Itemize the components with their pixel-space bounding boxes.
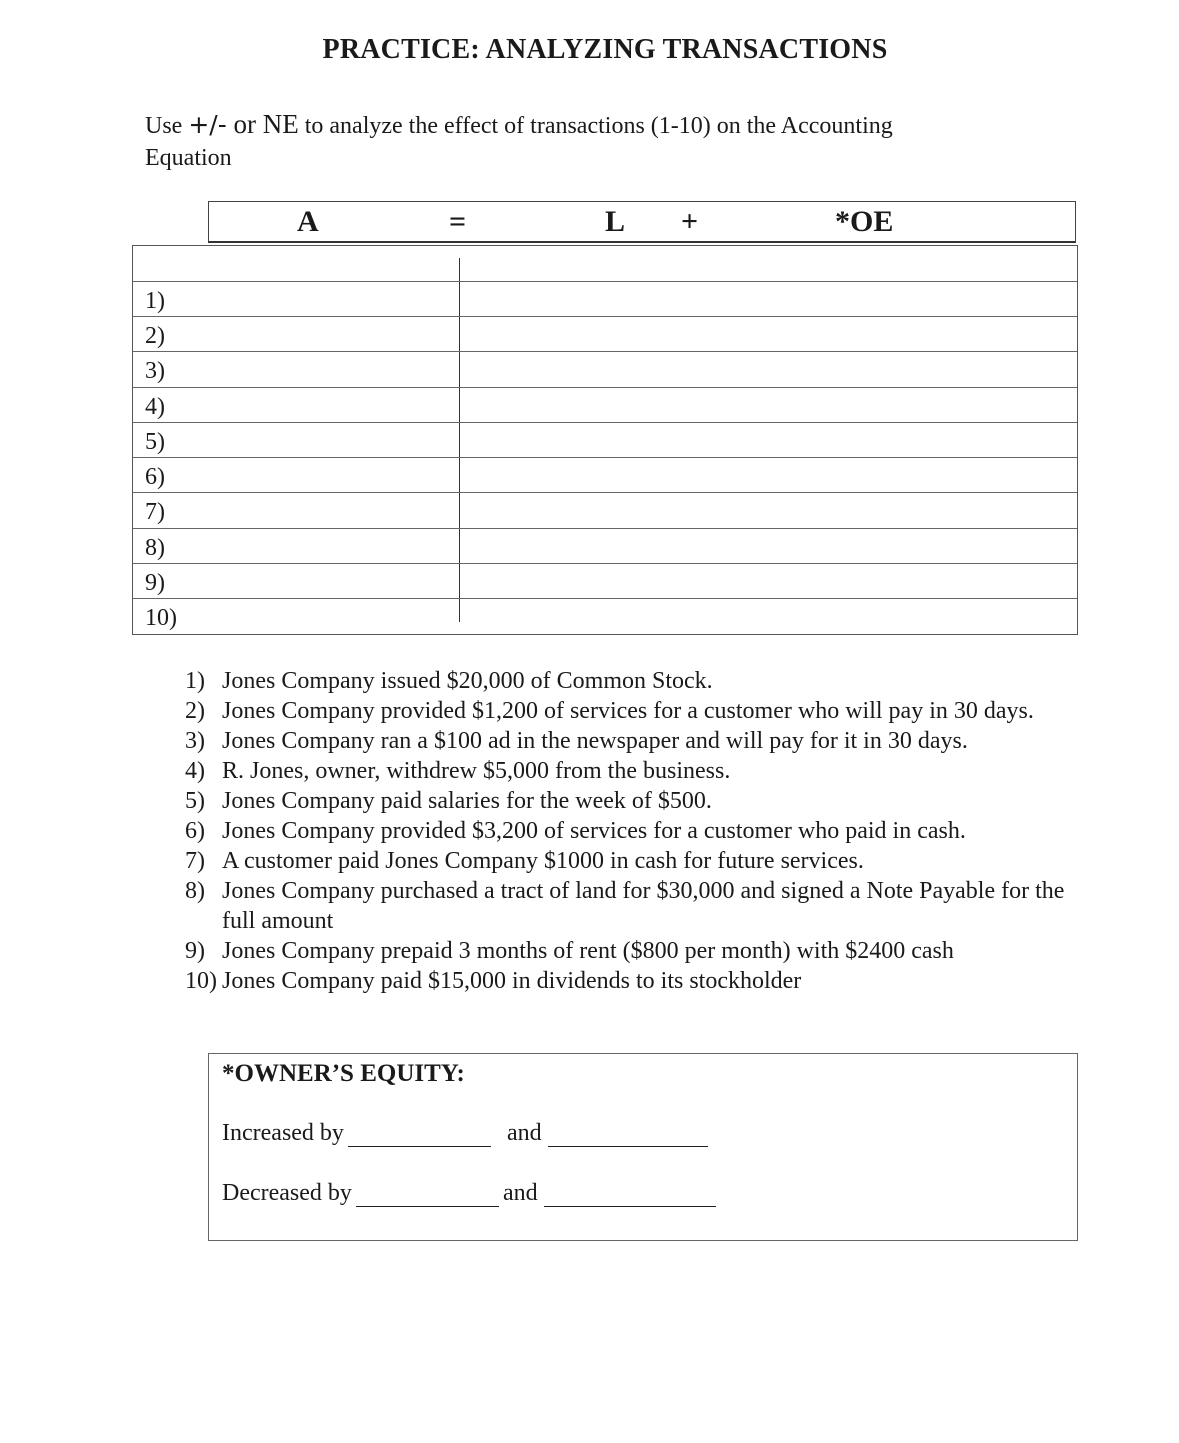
transaction-number: 6) — [185, 818, 205, 844]
transaction-text: Jones Company ran a $100 ad in the newspaper and will pay for it in 30 days. — [222, 728, 968, 754]
instructions-use: Use — [145, 113, 189, 139]
list-item — [185, 966, 1075, 996]
row-number: 7) — [145, 499, 165, 525]
list-item — [185, 666, 1075, 696]
grid-line — [133, 457, 1077, 458]
owners-equity-box — [208, 1053, 1078, 1241]
row-number: 4) — [145, 394, 165, 420]
grid-line — [133, 281, 1077, 282]
equals-header: = — [449, 205, 467, 238]
owners-equity-title: *OWNER’S EQUITY: — [222, 1060, 465, 1087]
grid-line — [133, 528, 1077, 529]
transaction-text: Jones Company issued $20,000 of Common Stock. — [222, 668, 713, 694]
increased-blank-2[interactable] — [548, 1124, 708, 1147]
increased-blank-1[interactable] — [348, 1124, 491, 1147]
increased-by-line — [222, 1120, 708, 1147]
transaction-text: Jones Company paid $15,000 in dividends to its stockholder — [222, 968, 802, 994]
list-item — [185, 726, 1075, 756]
row-number: 6) — [145, 464, 165, 490]
list-item — [185, 756, 1075, 786]
decreased-by-label: Decreased by — [222, 1180, 352, 1206]
page-title: PRACTICE: ANALYZING TRANSACTIONS — [322, 34, 888, 65]
instructions-line2: Equation — [145, 145, 232, 171]
grid-line — [133, 351, 1077, 352]
assets-header: A — [297, 205, 319, 238]
transaction-text: A customer paid Jones Company $1000 in cash for future services. — [222, 848, 864, 874]
row-number: 2) — [145, 323, 165, 349]
owners-equity-header: *OE — [835, 205, 894, 238]
transaction-number: 3) — [185, 728, 205, 754]
transaction-number: 10) — [185, 968, 217, 994]
row-number: 8) — [145, 535, 165, 561]
grid-line — [133, 492, 1077, 493]
list-item — [185, 786, 1075, 816]
transaction-number: 9) — [185, 938, 205, 964]
grid-line — [133, 422, 1077, 423]
list-item — [185, 936, 1075, 966]
row-number: 5) — [145, 429, 165, 455]
and-label: and — [502, 1180, 538, 1206]
list-item — [185, 846, 1075, 876]
transaction-text: Jones Company purchased a tract of land for $30,000 and signed a Note Payable for the full amount — [222, 878, 1065, 934]
increased-by-label: Increased by — [222, 1120, 344, 1146]
instructions — [145, 108, 1025, 174]
row-number: 9) — [145, 570, 165, 596]
instructions-or-ne: or NE — [226, 109, 299, 139]
equation-header-box — [208, 201, 1076, 243]
transaction-text: Jones Company provided $3,200 of services for a customer who paid in cash. — [222, 818, 966, 844]
row-number: 3) — [145, 358, 165, 384]
and-label: and — [506, 1120, 542, 1146]
grid-line — [133, 598, 1077, 599]
analysis-grid — [132, 245, 1078, 635]
transaction-number: 8) — [185, 878, 205, 904]
transaction-text: Jones Company provided $1,200 of services for a customer who will pay in 30 days. — [222, 698, 1034, 724]
transaction-number: 1) — [185, 668, 205, 694]
transaction-text: Jones Company prepaid 3 months of rent ($800 per month) with $2400 cash — [222, 938, 954, 964]
transaction-number: 4) — [185, 758, 205, 784]
grid-line — [133, 387, 1077, 388]
liabilities-header: L — [605, 205, 626, 238]
plus-header: + — [681, 205, 699, 238]
row-number: 1) — [145, 288, 165, 314]
decreased-blank-2[interactable] — [544, 1184, 716, 1207]
transaction-text: Jones Company paid salaries for the week of $500. — [222, 788, 712, 814]
list-item — [185, 876, 1075, 936]
grid-divider — [459, 258, 460, 622]
decreased-blank-1[interactable] — [356, 1184, 499, 1207]
list-item — [185, 696, 1075, 726]
transaction-list — [185, 666, 1075, 996]
transaction-text: R. Jones, owner, withdrew $5,000 from the business. — [222, 758, 731, 784]
row-number: 10) — [145, 605, 177, 631]
instructions-rest: to analyze the effect of transactions (1-10) on the Accounting — [298, 113, 893, 139]
decreased-by-line — [222, 1180, 716, 1207]
grid-line — [133, 316, 1077, 317]
transaction-number: 2) — [185, 698, 205, 724]
list-item — [185, 816, 1075, 846]
transaction-number: 5) — [185, 788, 205, 814]
grid-line — [133, 563, 1077, 564]
transaction-number: 7) — [185, 848, 205, 874]
plus-minus-symbols: +/- — [188, 110, 227, 139]
